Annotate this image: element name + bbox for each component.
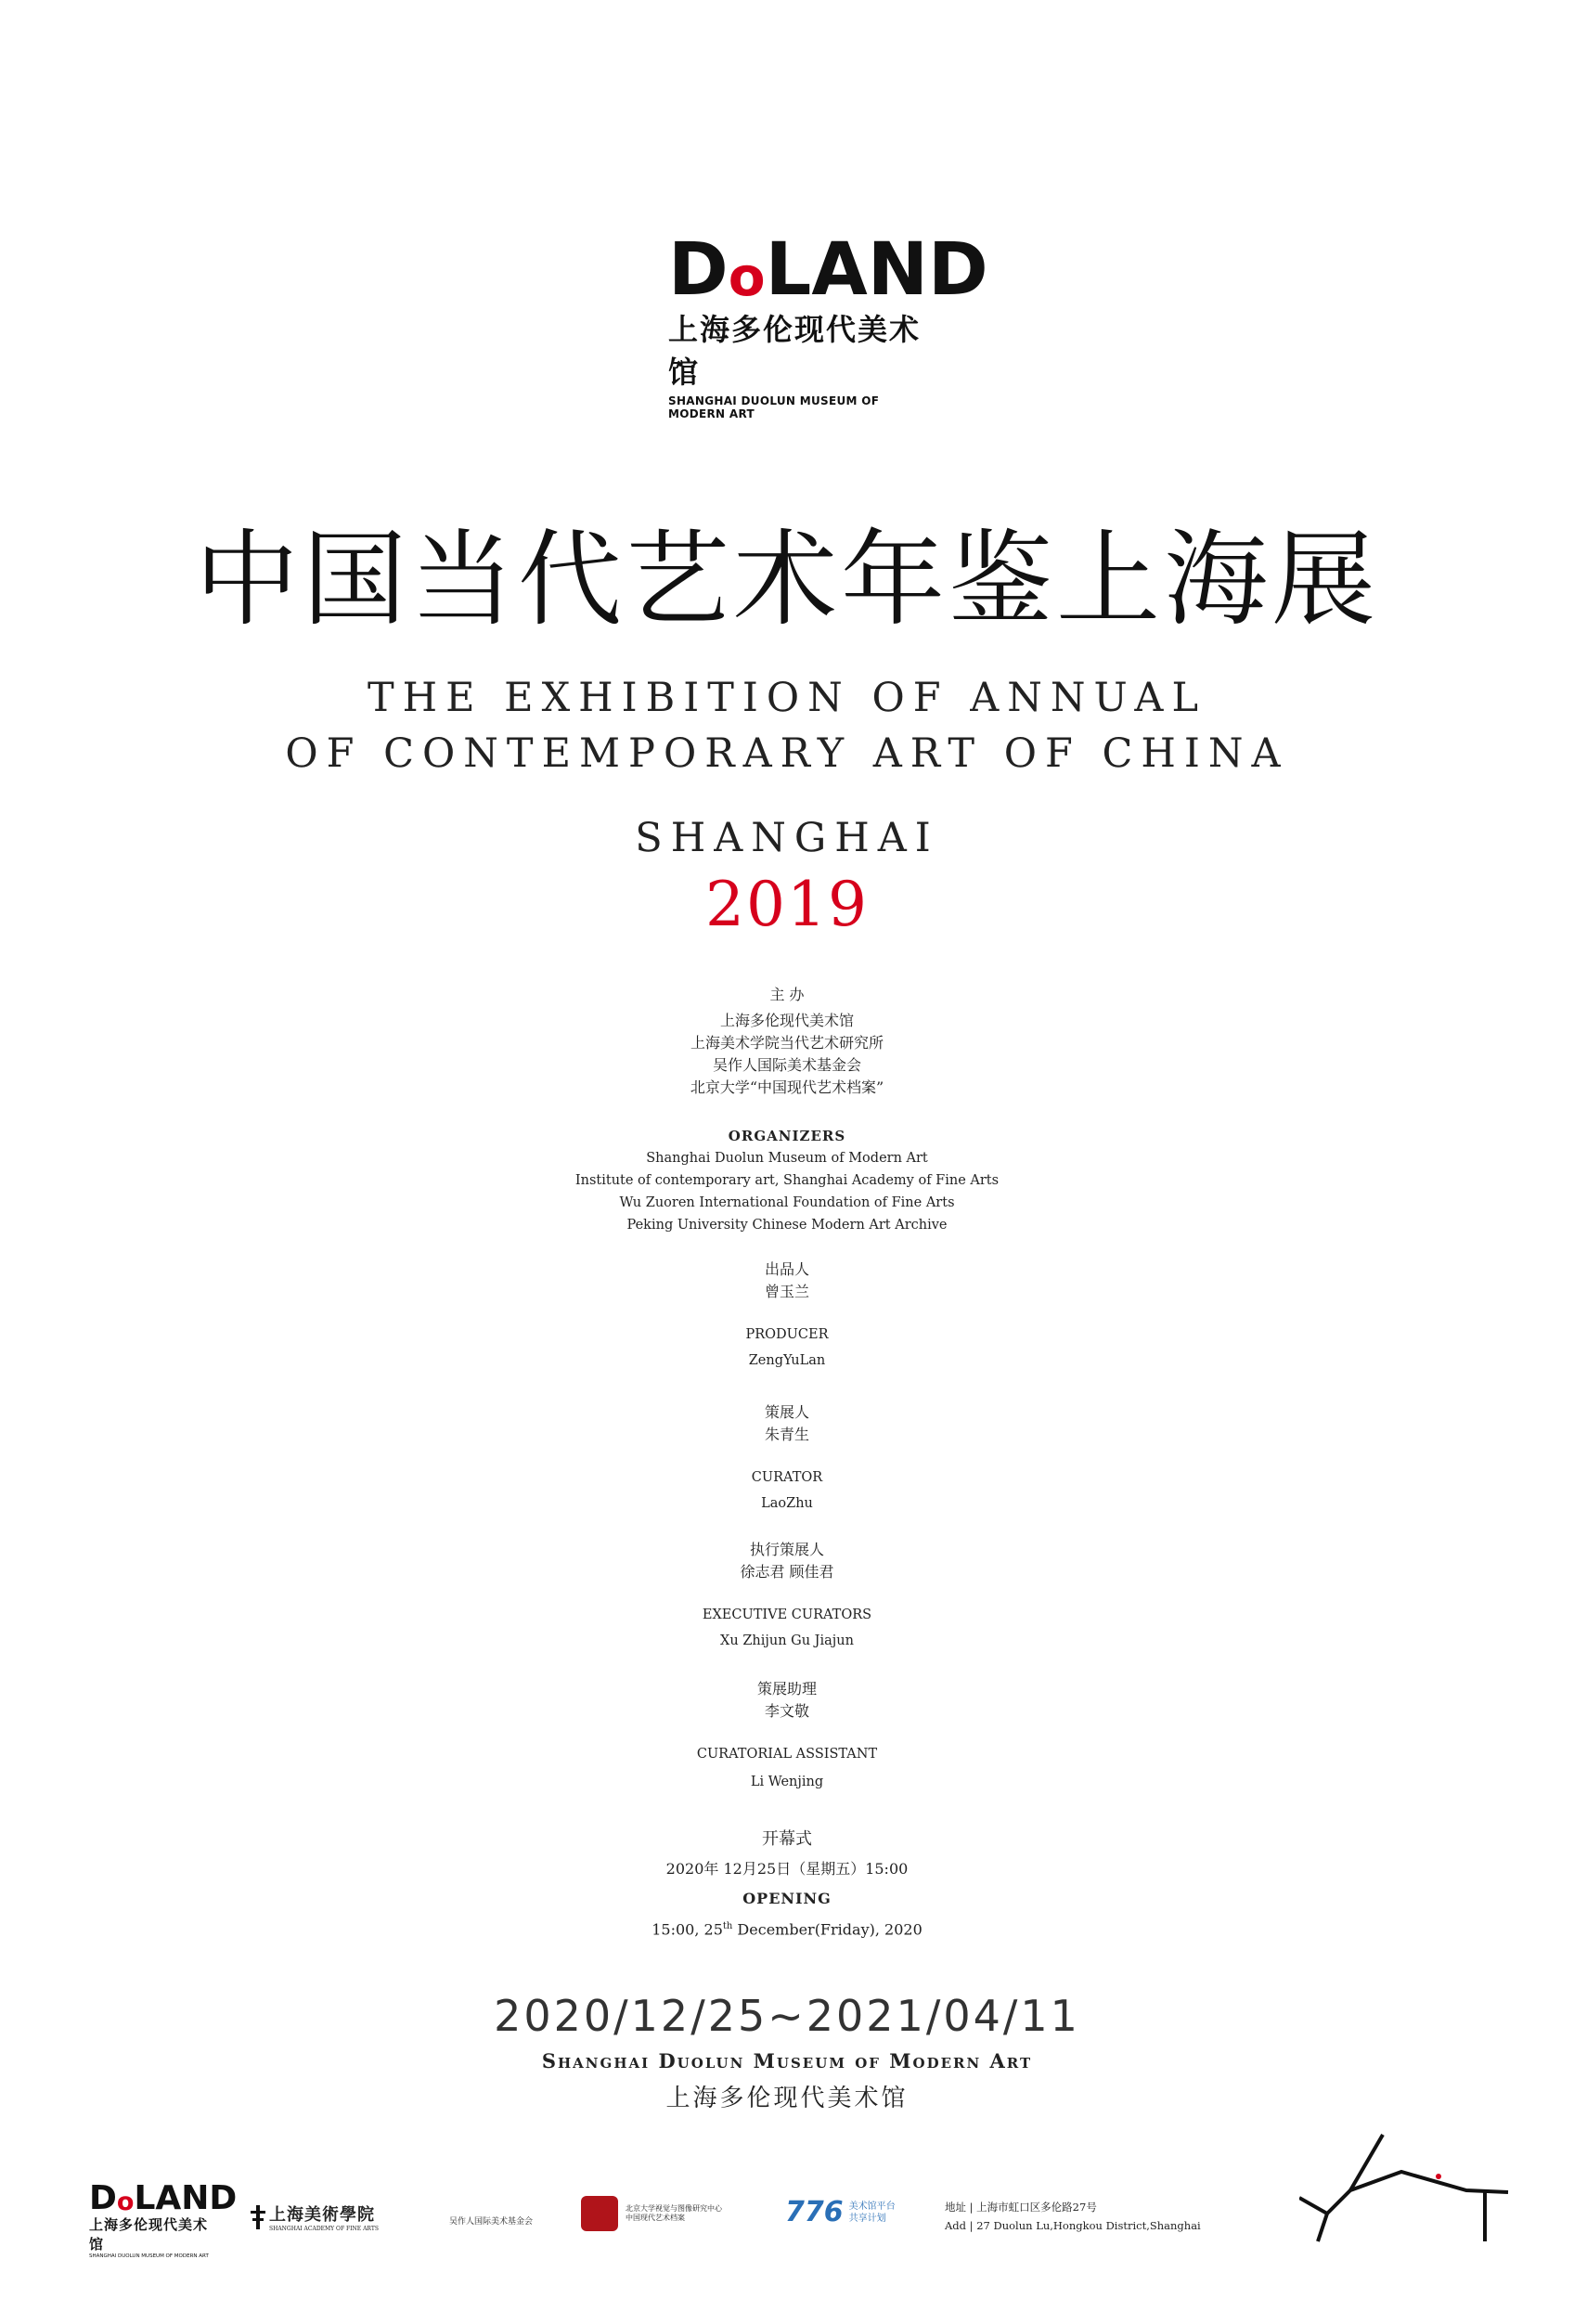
organizer-en-item: Shanghai Duolun Museum of Modern Art (646, 1151, 928, 1166)
assistant-en-name: Li Wenjing (750, 1775, 824, 1789)
executive-cn-heading: 执行策展人 (749, 1541, 824, 1558)
logo-letter-o: o (728, 245, 766, 308)
logo-small-letters-nd: ND (181, 2179, 238, 2217)
bottom-doland-en: SHANGHAI DUOLUN MUSEUM OF MODERN ART (89, 2253, 209, 2259)
location-map-icon (1299, 2125, 1513, 2246)
opening-en-time (0, 1916, 1574, 1941)
academy-cn: 上海美術學院 (269, 2205, 375, 2225)
venue-chinese: 上海多伦现代美术馆 (665, 2085, 909, 2112)
assistant-cn-name: 李文敬 (764, 1702, 809, 1720)
title-english-line-2: OF CONTEMPORARY ART OF CHINA (285, 730, 1289, 777)
organizers-en-block (0, 1125, 1574, 1236)
doland-logo-top (668, 228, 988, 420)
assistant-cn-heading: 策展助理 (756, 1680, 817, 1698)
organizers-en-heading: ORGANIZERS (728, 1128, 846, 1144)
organizer-cn-item: 吴作人国际美术基金会 (712, 1056, 861, 1074)
doland-wordmark (668, 228, 988, 312)
title-city: SHANGHAI (635, 815, 939, 861)
organizer-cn-item: 上海多伦现代美术馆 (719, 1012, 854, 1029)
logo-letter-a: A (811, 228, 868, 312)
sharing-number: 776 (785, 2196, 844, 2228)
opening-en-heading: OPENING (742, 1890, 832, 1907)
peking-university-logo (581, 2196, 722, 2231)
opening-en-time-pre: 15:00, 25 (652, 1920, 723, 1939)
peking-line-2: 中国现代艺术档案 (626, 2214, 685, 2222)
wu-zuoren-foundation-logo: 吴作人国际美术基金会 (449, 2217, 534, 2227)
venue-english: Shanghai Duolun Museum of Modern Art (541, 2049, 1033, 2072)
producer-block (0, 1259, 1574, 1372)
organizers-cn-heading: 主 办 (769, 986, 805, 1003)
organizer-cn-item: 北京大学“中国现代艺术档案” (690, 1078, 884, 1096)
shanghai-academy-logo (251, 2201, 390, 2232)
organizer-en-item: Peking University Chinese Modern Art Archive (626, 1218, 948, 1233)
executive-curators-block (0, 1539, 1574, 1652)
title-english-line-1: THE EXHIBITION OF ANNUAL (367, 675, 1207, 721)
address-en: Add | 27 Duolun Lu,Hongkou District,Shanghai (945, 2219, 1201, 2232)
title-year: 2019 (705, 869, 869, 940)
logo-cn-name: 上海多伦现代美术馆 (668, 312, 922, 390)
sharing-line-2: 共享计划 (848, 2213, 886, 2224)
doland-logo-bottom (89, 2179, 238, 2259)
address-cn: 地址 | 上海市虹口区多伦路27号 (945, 2201, 1097, 2214)
peking-line-1: 北京大学视觉与图像研究中心 (626, 2204, 722, 2213)
curator-en-heading: CURATOR (751, 1470, 823, 1485)
bottom-doland-cn: 上海多伦现代美术馆 (89, 2216, 209, 2253)
logo-letter-d: D (668, 228, 729, 312)
doland-wordmark-small (89, 2179, 238, 2217)
curatorial-assistant-block (0, 1678, 1574, 1793)
sharing-line-1: 美术馆平台 (848, 2201, 896, 2212)
curator-en-name: LaoZhu (761, 1496, 813, 1511)
peking-red-mark-icon (581, 2196, 618, 2231)
logo-small-letter-d: D (89, 2179, 117, 2217)
title-chinese: 中国当代艺术年鉴上海展 (195, 520, 1379, 640)
exhibition-dates: 2020/12/25~2021/04/11 (494, 1991, 1080, 2041)
executive-cn-name: 徐志君 顾佳君 (740, 1563, 834, 1581)
organizers-cn-block (0, 984, 1574, 1099)
executive-en-name: Xu Zhijun Gu Jiajun (720, 1633, 854, 1648)
producer-en-heading: PRODUCER (745, 1327, 829, 1342)
academy-en: SHANGHAI ACADEMY OF FINE ARTS (269, 2226, 379, 2232)
academy-emblem-icon (251, 2205, 265, 2229)
producer-en-name: ZengYuLan (748, 1353, 826, 1368)
curator-cn-name: 朱青生 (764, 1426, 809, 1443)
logo-small-letter-l: L (134, 2179, 156, 2217)
logo-letter-l: L (765, 228, 812, 312)
producer-cn-heading: 出品人 (764, 1260, 809, 1278)
curator-block (0, 1401, 1574, 1515)
sharing-plan-logo (785, 2196, 896, 2228)
organizer-en-item: Institute of contemporary art, Shanghai Academy of Fine Arts (574, 1173, 1000, 1188)
logo-small-letter-a: A (155, 2179, 182, 2217)
producer-cn-name: 曾玉兰 (764, 1283, 809, 1300)
curator-cn-heading: 策展人 (764, 1403, 809, 1421)
organizer-en-item: Wu Zuoren International Foundation of Fine Arts (619, 1195, 955, 1210)
opening-cn-time: 2020年 12月25日（星期五）15:00 (665, 1860, 909, 1878)
logo-en-name: SHANGHAI DUOLUN MUSEUM OF MODERN ART (668, 394, 880, 420)
opening-cn-heading: 开幕式 (762, 1829, 812, 1849)
organizer-cn-item: 上海美术学院当代艺术研究所 (690, 1034, 884, 1052)
executive-en-heading: EXECUTIVE CURATORS (702, 1607, 872, 1622)
opening-block (0, 1828, 1574, 1941)
logo-letters-nd: ND (867, 228, 988, 312)
address-block (945, 2198, 1201, 2235)
logo-small-letter-o: o (116, 2188, 135, 2216)
assistant-en-heading: CURATORIAL ASSISTANT (696, 1747, 878, 1762)
opening-en-time-post: December(Friday), 2020 (732, 1920, 922, 1939)
opening-en-time-sup: th (722, 1921, 733, 1931)
